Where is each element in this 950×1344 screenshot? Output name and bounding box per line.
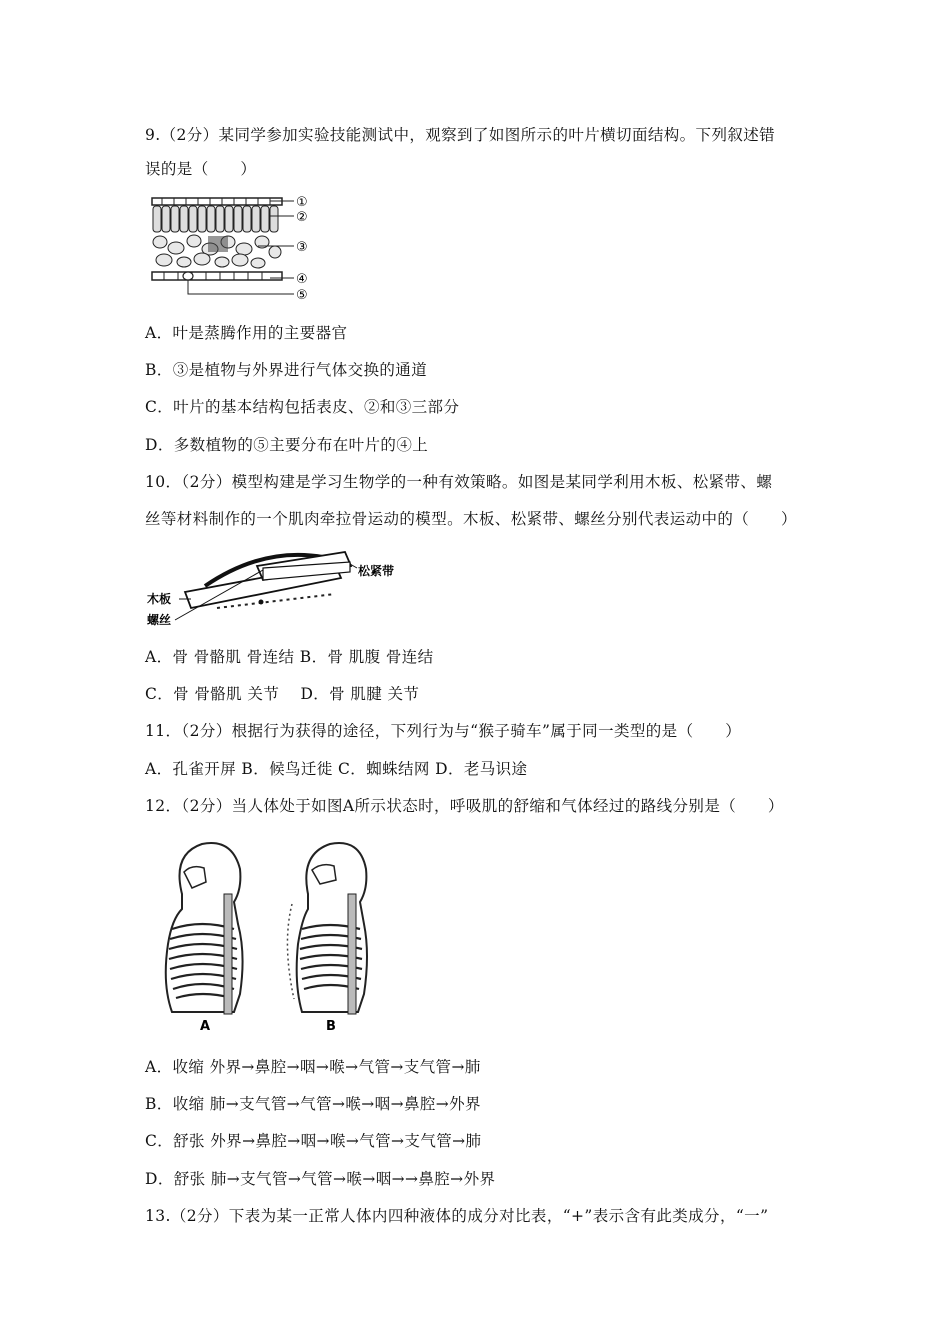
q12-option-c: C．舒张 外界→鼻腔→咽→喉→气管→支气管→肺: [145, 1132, 482, 1150]
q13-stem: 13.（2分）下表为某一正常人体内四种液体的成分对比表，“+”表示含有此类成分，“一”: [145, 1207, 769, 1225]
label-screw: 螺丝: [147, 613, 172, 627]
figure-a-torso: [166, 843, 243, 1014]
q9-option-d: D．多数植物的⑤主要分布在叶片的④上: [145, 436, 429, 454]
leaf-label-3: ③: [296, 240, 308, 255]
leaf-label-2: ②: [296, 210, 308, 225]
figure-label-b: B: [326, 1019, 336, 1034]
q11-options: A．孔雀开屏 B．候鸟迁徙 C．蜘蛛结网 D．老马识途: [145, 760, 528, 778]
q9-stem-line1: 9.（2分）某同学参加实验技能测试中，观察到了如图所示的叶片横切面结构。下列叙述错: [145, 126, 776, 144]
leaf-cross-section-figure: [148, 192, 323, 304]
q10-stem-line1: 10．（2分）模型构建是学习生物学的一种有效策略。如图是某同学利用木板、松紧带、螺: [145, 473, 773, 491]
q12-stem: 12．（2分）当人体处于如图A所示状态时，呼吸肌的舒缩和气体经过的路线分别是（ ）: [145, 797, 784, 815]
q10-options-ab: A．骨 骨骼肌 骨连结 B．骨 肌腹 骨连结: [145, 648, 434, 666]
figure-label-a: A: [200, 1019, 211, 1034]
q9-stem-line2: 误的是（ ）: [145, 160, 257, 178]
q12-option-a: A．收缩 外界→鼻腔→咽→喉→气管→支气管→肺: [145, 1058, 481, 1076]
q9-option-a: A．叶是蒸腾作用的主要器官: [145, 324, 348, 342]
muscle-model-figure: [145, 544, 395, 630]
q9-option-b: B．③是植物与外界进行气体交换的通道: [145, 361, 428, 379]
q10-stem-line2: 丝等材料制作的一个肌肉牵拉骨运动的模型。木板、松紧带、螺丝分别代表运动中的（ ）: [145, 510, 797, 528]
leaf-label-5: ⑤: [296, 288, 308, 303]
label-board: 木板: [147, 592, 172, 606]
figure-b-torso: [287, 843, 367, 1014]
leaf-label-4: ④: [296, 272, 308, 287]
q10-options-cd: C．骨 骨骼肌 关节 D．骨 肌腱 关节: [145, 685, 420, 703]
q11-stem: 11．（2分）根据行为获得的途径，下列行为与“猴子骑车”属于同一类型的是（ ）: [145, 722, 742, 740]
q12-option-b: B．收缩 肺→支气管→气管→喉→咽→鼻腔→外界: [145, 1095, 481, 1113]
q9-option-c: C．叶片的基本结构包括表皮、②和③三部分: [145, 398, 460, 416]
q12-option-d: D．舒张 肺→支气管→气管→喉→咽→→鼻腔→外界: [145, 1170, 496, 1188]
leaf-label-1: ①: [296, 195, 308, 210]
breathing-states-figure: [142, 834, 372, 1034]
label-elastic-band: 松紧带: [358, 564, 395, 578]
